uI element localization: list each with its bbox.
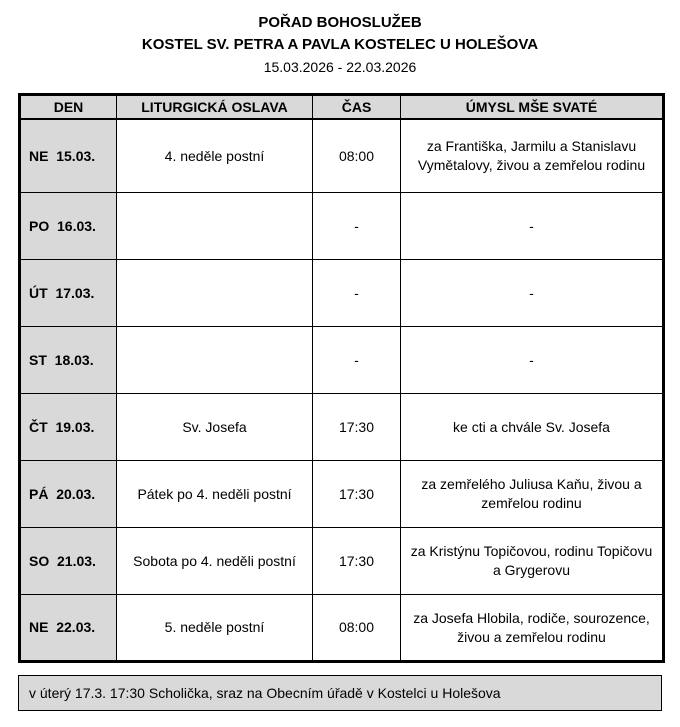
column-header-liturgicka-oslava: LITURGICKÁ OSLAVA [117,94,313,119]
table-row [20,394,664,461]
intention-cell: - [401,193,664,260]
day-cell: PO 16.03. [20,193,117,260]
table-row [20,595,664,662]
celebration-cell: 5. neděle postní [117,595,313,662]
day-cell: PÁ 20.03. [20,461,117,528]
day-cell: ČT 19.03. [20,394,117,461]
time-cell: 08:00 [313,595,401,662]
intention-cell: ke cti a chvále Sv. Josefa [401,394,664,461]
time-cell: - [313,327,401,394]
time-cell: 08:00 [313,119,401,193]
footer-note: v úterý 17.3. 17:30 Scholička, sraz na Obecním úřadě v Kostelci u Holešova [18,675,662,711]
intention-cell: za Josefa Hlobila, rodiče, sourozence, živou a zemřelou rodinu [401,595,664,662]
time-cell: - [313,260,401,327]
table-row [20,461,664,528]
intention-cell: - [401,327,664,394]
celebration-cell: Sobota po 4. neděli postní [117,528,313,595]
time-cell: - [313,193,401,260]
table-row [20,327,664,394]
day-cell: ÚT 17.03. [20,260,117,327]
time-cell: 17:30 [313,394,401,461]
day-cell: NE 22.03. [20,595,117,662]
page-subtitle: KOSTEL SV. PETRA A PAVLA KOSTELEC U HOLEŠOVA [141,35,539,53]
time-cell: 17:30 [313,461,401,528]
intention-cell: za zemřelého Juliusa Kaňu, živou a zemřelou rodinu [401,461,664,528]
column-header-den: DEN [20,94,117,119]
document-header [18,12,662,77]
table-row [20,260,664,327]
celebration-cell: Sv. Josefa [117,394,313,461]
day-cell: ST 18.03. [20,327,117,394]
intention-cell: za Kristýnu Topičovou, rodinu Topičovu a Grygerovu [401,528,664,595]
table-header-row [20,94,664,119]
celebration-cell: Pátek po 4. neděli postní [117,461,313,528]
table-row [20,193,664,260]
time-cell: 17:30 [313,528,401,595]
intention-cell: za Františka, Jarmilu a Stanislavu Vymětalovy, živou a zemřelou rodinu [401,119,664,193]
celebration-cell [117,327,313,394]
intention-cell: - [401,260,664,327]
date-range: 15.03.2026 - 22.03.2026 [263,58,417,75]
column-header-umysl: ÚMYSL MŠE SVATÉ [401,94,664,119]
celebration-cell [117,193,313,260]
celebration-cell [117,260,313,327]
table-row [20,528,664,595]
page-title: POŘAD BOHOSLUŽEB [258,14,422,31]
celebration-cell: 4. neděle postní [117,119,313,193]
day-cell: SO 21.03. [20,528,117,595]
column-header-cas: ČAS [313,94,401,119]
schedule-table [18,93,665,664]
table-row [20,119,664,193]
day-cell: NE 15.03. [20,119,117,193]
